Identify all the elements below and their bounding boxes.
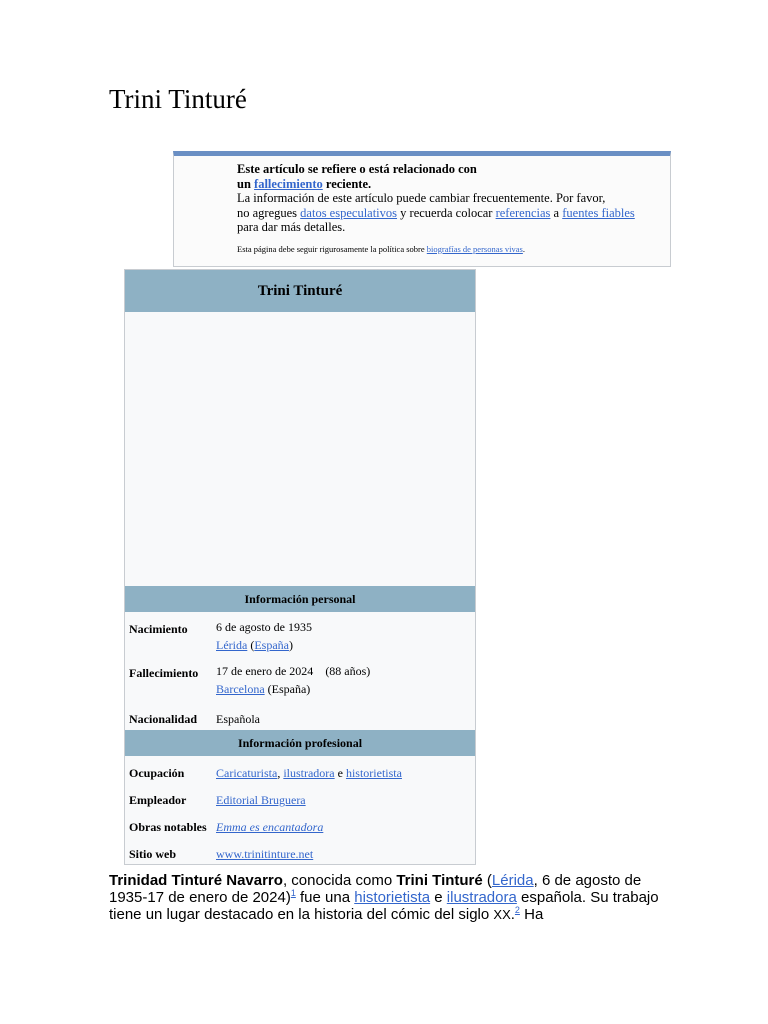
referencias-link[interactable]: referencias: [495, 205, 551, 220]
barcelona-link[interactable]: Barcelona: [216, 682, 265, 696]
notice-line-1: Este artículo se refiere o está relacionado con: [237, 162, 477, 176]
emma-es-encantadora-link[interactable]: Emma es encantadora: [216, 820, 324, 834]
datos-especulativos-link[interactable]: datos especulativos: [300, 205, 398, 220]
fuentes-fiables-link[interactable]: fuentes fiables: [562, 205, 635, 220]
intro-lerida-link[interactable]: Lérida: [491, 872, 534, 889]
notice-line-4-mid: y recuerda colocar: [397, 205, 496, 220]
editorial-bruguera-link[interactable]: Editorial Bruguera: [216, 793, 306, 807]
fallecimiento-link[interactable]: fallecimiento: [254, 176, 323, 191]
row-nacimiento: [125, 612, 475, 656]
notice-line-2-pre: un: [237, 176, 255, 191]
intro-paragraph: [109, 872, 659, 923]
fallecimiento-country: (España): [267, 682, 311, 696]
notice-line-3: La información de este artículo puede cambiar frecuentemente. Por favor,: [237, 191, 606, 205]
row-nacionalidad: [125, 702, 475, 730]
historietista-link[interactable]: historietista: [345, 766, 402, 780]
fallecimiento-date: 17 de enero de 2024: [216, 664, 314, 678]
ref-1-link[interactable]: 1: [290, 888, 296, 898]
espana-link[interactable]: España: [254, 638, 289, 652]
row-obras: [125, 810, 475, 837]
nacimiento-value: 6 de agosto de 1935 Lérida (España): [216, 620, 312, 652]
notice-body: [237, 162, 657, 255]
intro-historietista-link[interactable]: historietista: [354, 889, 431, 906]
infobox: [124, 269, 476, 865]
nacionalidad-label: Nacionalidad: [129, 712, 198, 726]
nacimiento-date: 6 de agosto de 1935: [216, 620, 312, 634]
infobox-title: Trini Tinturé: [125, 270, 475, 312]
notice-small-post: .: [522, 243, 525, 254]
siglo-xx: XX: [493, 907, 511, 922]
section-profesional: Información profesional: [125, 730, 475, 756]
nacimiento-label: Nacimiento: [129, 622, 188, 636]
row-fallecimiento: [125, 656, 475, 702]
ilustradora-link[interactable]: ilustradora: [283, 766, 335, 780]
notice-line-4-post: para dar más detalles.: [237, 220, 346, 234]
intro-text-7: .: [510, 906, 515, 923]
intro-text-3: , 6 de agosto de 1935-17 de enero de 2024): [109, 872, 642, 906]
intro-text-5: e: [430, 889, 447, 906]
empleador-label: Empleador: [129, 793, 187, 807]
intro-ilustradora-link[interactable]: ilustradora: [446, 889, 517, 906]
row-sitio-web: [125, 837, 475, 864]
ocupacion-label: Ocupación: [129, 766, 185, 780]
fallecimiento-value: [216, 662, 370, 698]
lerida-link[interactable]: Lérida: [216, 638, 248, 652]
intro-text-2: (: [482, 872, 492, 889]
full-name: Trinidad Tinturé Navarro: [109, 872, 283, 889]
nacionalidad-value: Española: [216, 712, 260, 726]
intro-text-8: Ha: [519, 906, 544, 923]
caricaturista-link[interactable]: Caricaturista: [216, 766, 278, 780]
intro-text-6: española. Su trabajo tiene un lugar destacado en la historia del cómic del siglo: [109, 889, 659, 923]
notice-small-pre: Esta página debe seguir rigurosamente la política sobre: [237, 243, 427, 254]
ref-2-link[interactable]: 2: [514, 905, 520, 915]
sitio-web-label: Sitio web: [129, 847, 177, 861]
page-title: Trini Tinturé: [109, 84, 247, 114]
fallecimiento-age: (88 años): [325, 664, 371, 678]
obras-label: Obras notables: [129, 820, 207, 834]
notice-line-4-a: a: [550, 205, 563, 220]
biografias-link[interactable]: biografías de personas vivas: [426, 243, 523, 254]
fallecimiento-label: Fallecimiento: [129, 666, 199, 680]
intro-text-1: , conocida como: [282, 872, 397, 889]
infobox-image-area: [125, 312, 475, 586]
row-ocupacion: [125, 756, 475, 783]
notice-line-4-pre: no agregues: [237, 205, 301, 220]
notice-line-2-post: reciente.: [322, 176, 372, 191]
section-personal: Información personal: [125, 586, 475, 612]
intro-text-4: fue una: [295, 889, 355, 906]
sitio-web-link[interactable]: www.trinitinture.net: [216, 847, 314, 861]
row-empleador: [125, 783, 475, 810]
short-name: Trini Tinturé: [396, 872, 483, 889]
recent-death-notice: [173, 151, 671, 267]
ocupacion-value: Caricaturista, ilustradora e historietista: [216, 766, 402, 780]
